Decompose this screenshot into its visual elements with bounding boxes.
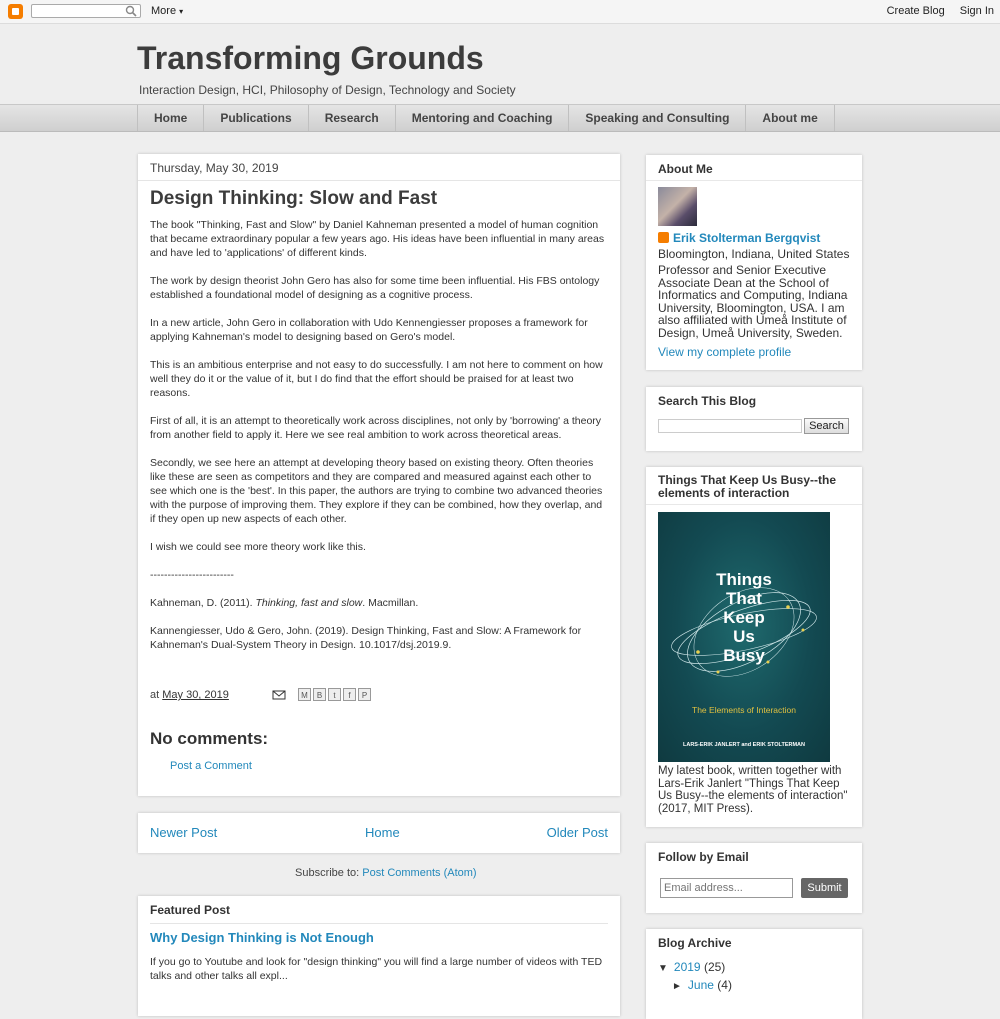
- reference-kannengiesser: Kannengiesser, Udo & Gero, John. (2019). Design Thinking, Fast and Slow: A Framework for Kahneman's Dual-System Theory in Design. 10.1017/dsj.2019.9.: [150, 625, 582, 651]
- caret-down-icon: ▾: [179, 7, 184, 16]
- share-twitter-icon[interactable]: t: [328, 688, 341, 701]
- book-widget-heading: Things That Keep Us Busy--the elements of interaction: [658, 473, 837, 500]
- post-paragraph: The book "Thinking, Fast and Slow" by Daniel Kahneman presented a model of human cognition that became extraordinary popular a few years ago. His ideas have been influential in many areas and have led to 'applications' of different kinds.: [150, 219, 605, 259]
- post-title[interactable]: Design Thinking: Slow and Fast: [150, 188, 438, 209]
- book-cover-subtitle: The Elements of Interaction: [692, 705, 796, 715]
- search-button[interactable]: Search: [804, 418, 849, 434]
- book-cover-authors: LARS-ERIK JANLERT and ERIK STOLTERMAN: [682, 742, 806, 748]
- featured-post-heading: Featured Post: [150, 903, 608, 924]
- comments-heading: No comments:: [150, 729, 269, 748]
- archive-month-count: (4): [717, 978, 732, 992]
- submit-button[interactable]: Submit: [801, 878, 848, 898]
- book-cover-title: [658, 570, 830, 665]
- ref-publisher: . Macmillan.: [362, 597, 419, 609]
- email-field[interactable]: [660, 878, 793, 898]
- widget-divider: [646, 180, 862, 181]
- share-facebook-icon[interactable]: f: [343, 688, 356, 701]
- tab-mentoring-and-coaching[interactable]: Mentoring and Coaching: [395, 105, 569, 131]
- cover-title-line: Things: [716, 570, 772, 589]
- archive-year-count: (25): [703, 960, 726, 974]
- newer-post-link[interactable]: Newer Post: [150, 825, 218, 840]
- search-icon[interactable]: [125, 5, 137, 17]
- blog-archive-heading: Blog Archive: [658, 936, 732, 950]
- reference-kahneman: [150, 596, 610, 610]
- cover-title-line: That: [726, 589, 762, 608]
- posted-at-label: at: [150, 689, 163, 701]
- email-post-icon[interactable]: [272, 689, 286, 700]
- profile-avatar[interactable]: [658, 187, 697, 226]
- share-blogthis-icon[interactable]: B: [313, 688, 326, 701]
- archive-month-row: [672, 978, 732, 992]
- post-paragraph: I wish we could see more theory work like this.: [150, 541, 366, 553]
- tab-about-me[interactable]: About me: [745, 105, 834, 131]
- about-me-widget: [646, 155, 862, 370]
- ref-authors: Kahneman, D. (2011).: [150, 597, 256, 609]
- profile-name-link[interactable]: Erik Stolterman Bergqvist: [673, 231, 821, 245]
- blog-description: Interaction Design, HCI, Philosophy of Design, Technology and Society: [139, 83, 516, 97]
- post-footer: [150, 689, 229, 701]
- featured-post-widget: [138, 896, 620, 1016]
- widget-divider: [646, 504, 862, 505]
- more-label: More: [151, 5, 177, 17]
- blogger-logo-icon[interactable]: [8, 4, 23, 19]
- post-comment-link[interactable]: Post a Comment: [170, 760, 252, 772]
- subscribe-line: [295, 867, 477, 879]
- blog-pager: [138, 813, 620, 853]
- follow-by-email-heading: Follow by Email: [658, 850, 749, 864]
- blogger-profile-icon: [658, 232, 669, 243]
- tab-home[interactable]: Home: [137, 105, 203, 131]
- search-blog-widget: [646, 387, 862, 451]
- post-paragraph: This is an ambitious enterprise and not easy to do successfully. I am not here to comment on how well they do it or the value of it, but I do find that the effort should be praised for at least two reasons.: [150, 359, 603, 399]
- tab-research[interactable]: Research: [308, 105, 395, 131]
- post-date: Thursday, May 30, 2019: [138, 154, 620, 181]
- home-link[interactable]: Home: [365, 825, 400, 840]
- book-caption: My latest book, written together with Lars-Erik Janlert "Things That Keep Us Busy--the elements of interaction" (2017, MIT Press).: [658, 765, 848, 815]
- search-blog-heading: Search This Blog: [658, 394, 757, 408]
- page-tabs-bar: [0, 104, 1000, 132]
- blogger-navbar: [0, 0, 1000, 24]
- post-body: [150, 218, 610, 666]
- archive-year-link[interactable]: 2019: [673, 960, 701, 974]
- post-paragraph: First of all, it is an attempt to theoretically work across disciplines, not only by 'borrowing' a theory from another field to apply it. Here we see real ambition to work across theoretical areas.: [150, 415, 602, 441]
- search-input[interactable]: [658, 419, 802, 433]
- post-timestamp-link[interactable]: May 30, 2019: [162, 689, 229, 701]
- ref-book-title: Thinking, fast and slow: [255, 597, 363, 609]
- share-email-icon[interactable]: M: [298, 688, 311, 701]
- subscribe-label: Subscribe to:: [295, 867, 363, 879]
- cover-title-line: Busy: [723, 646, 765, 665]
- cover-title-line: Keep: [723, 608, 765, 627]
- featured-post-title-link[interactable]: Why Design Thinking is Not Enough: [150, 930, 374, 945]
- subscribe-atom-link[interactable]: Post Comments (Atom): [362, 867, 477, 879]
- post-paragraph: Secondly, we see here an attempt at developing theory based on existing theory. Often theories like these are seen as competitors and they are compared and measured against each other to see which one is the 'best'. In this paper, the authors are trying to combine two advanced theories with the purpose of improving them. They explore if they can be combined, how they overlap, and if they open up new aspects of each other.: [150, 457, 603, 525]
- expand-down-icon[interactable]: ▼: [658, 963, 668, 974]
- profile-location: Bloomington, Indiana, United States: [658, 247, 850, 261]
- blog-post: [138, 154, 620, 796]
- blog-archive-widget: [646, 929, 862, 1019]
- follow-by-email-widget: [646, 843, 862, 913]
- more-menu-button[interactable]: [151, 5, 183, 17]
- tab-speaking-and-consulting[interactable]: Speaking and Consulting: [568, 105, 745, 131]
- book-widget: [646, 467, 862, 827]
- about-me-heading: About Me: [658, 162, 713, 176]
- older-post-link[interactable]: Older Post: [546, 825, 608, 840]
- archive-year-row: [658, 960, 725, 974]
- featured-post-snippet: If you go to Youtube and look for "design thinking" you will find a large number of videos with TED talks and other talks all expl...: [150, 956, 603, 982]
- sign-in-link[interactable]: Sign In: [959, 5, 994, 17]
- archive-month-link[interactable]: June: [687, 978, 714, 992]
- book-cover-image[interactable]: [658, 512, 830, 762]
- expand-right-icon[interactable]: ►: [672, 981, 682, 992]
- profile-bio: Professor and Senior Executive Associate Dean at the School of Informatics and Computing, Indiana University, Bloomington, USA. I am also affiliated with Umeå Institute of Design, Umeå University, Sweden.: [658, 263, 848, 340]
- post-paragraph: In a new article, John Gero in collaboration with Udo Kennengiesser proposes a framework for applying Kahneman's model to designing based on Gero's model.: [150, 317, 588, 343]
- view-profile-link[interactable]: View my complete profile: [658, 345, 792, 359]
- post-separator: ------------------------: [150, 569, 234, 581]
- share-pinterest-icon[interactable]: P: [358, 688, 371, 701]
- post-paragraph: The work by design theorist John Gero has also for some time been influential. His FBS ontology established a foundational model of designing as a cognitive process.: [150, 275, 600, 301]
- share-buttons: [298, 688, 373, 701]
- create-blog-link[interactable]: Create Blog: [886, 5, 945, 17]
- cover-title-line: Us: [733, 627, 755, 646]
- tab-publications[interactable]: Publications: [203, 105, 307, 131]
- blog-title[interactable]: Transforming Grounds: [137, 40, 484, 76]
